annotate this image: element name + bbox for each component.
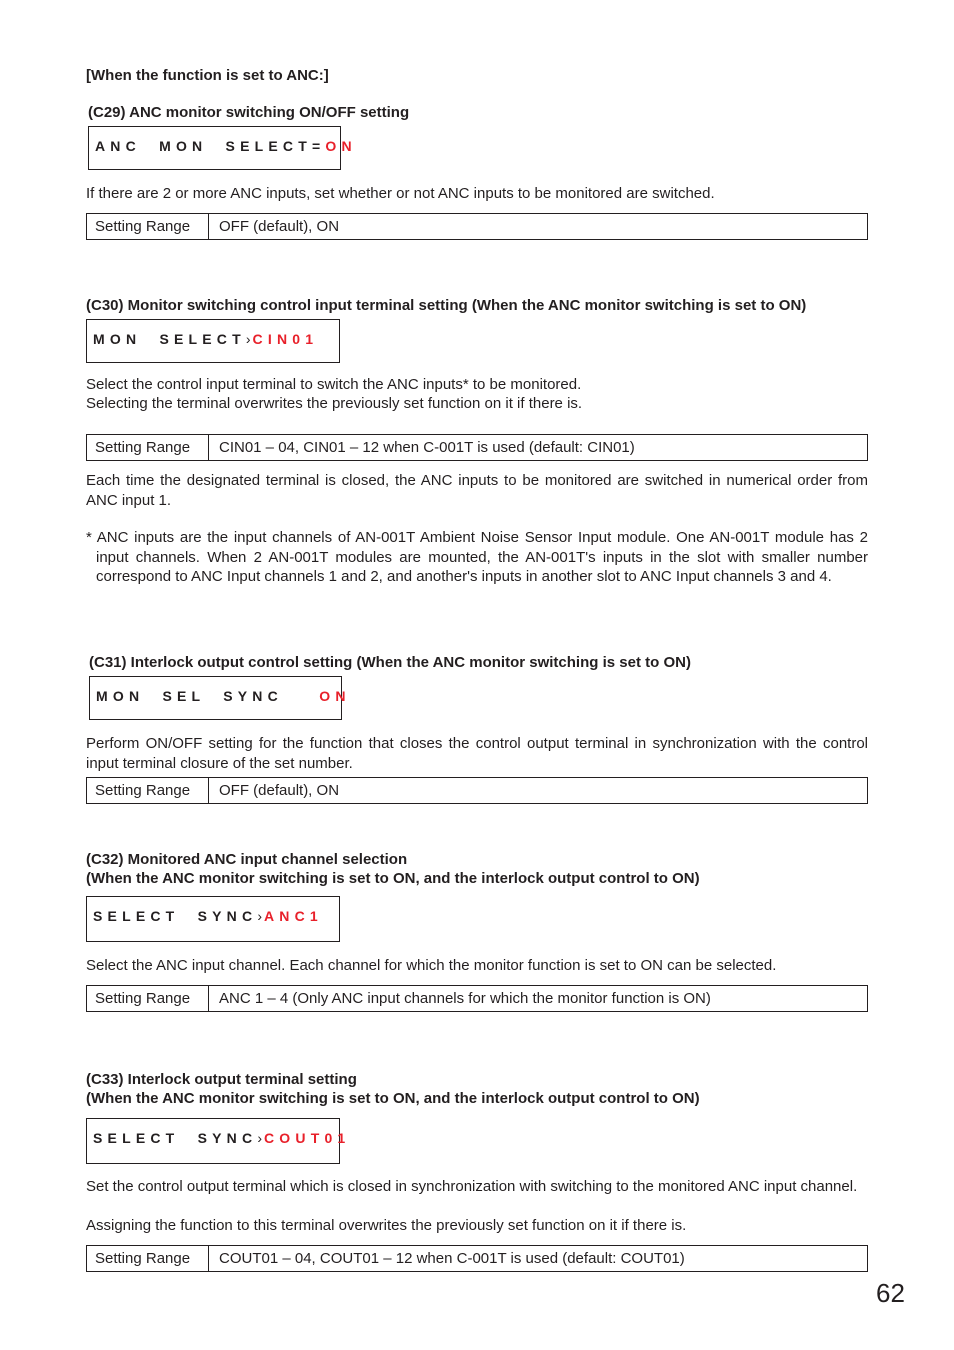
c30-footnote: * ANC inputs are the input channels of AN-001T Ambient Noise Sensor Input module. One AN-001T module has 2 input channels. When 2 AN-001T modules are mounted, the AN-001T's inputs in the slot with smaller number correspond to ANC Input channels 1 and 2, and another's inputs in another slot to ANC Input channels 3 and 4.	[86, 529, 868, 585]
c33-heading: (C33) Interlock output terminal setting	[86, 1071, 357, 1088]
c29-range-value: OFF (default), ON	[219, 218, 340, 235]
c30-lcd-value: CIN01	[252, 331, 319, 347]
c33-lcd-value: COUT01	[263, 1130, 351, 1146]
c31-lcd-prefix: MON SEL SYNC	[96, 688, 320, 704]
c33-range-label: Setting Range	[87, 1246, 209, 1271]
c29-setting-range-table	[86, 213, 868, 240]
c29-lcd-prefix: ANC MON SELECT=	[95, 138, 326, 154]
c33-description-1: Set the control output terminal which is closed in synchronization with switching to the monitored ANC input channel.	[86, 1178, 858, 1195]
c32-range-value: ANC 1 – 4 (Only ANC input channels for which the monitor function is ON)	[219, 990, 711, 1007]
c33-setting-range-table	[86, 1245, 868, 1272]
c33-subheading: (When the ANC monitor switching is set to ON, and the interlock output control to ON)	[86, 1090, 700, 1107]
c30-range-value: CIN01 – 04, CIN01 – 12 when C-001T is used (default: CIN01)	[219, 439, 635, 456]
c32-heading: (C32) Monitored ANC input channel selection	[86, 851, 408, 868]
right-arrow-icon: ›	[257, 908, 264, 924]
c30-description-2: Selecting the terminal overwrites the previously set function on it if there is.	[86, 395, 583, 412]
c31-setting-range-table	[86, 777, 868, 804]
c33-range-value: COUT01 – 04, COUT01 – 12 when C-001T is used (default: COUT01)	[219, 1250, 685, 1267]
c31-heading: (C31) Interlock output control setting (When the ANC monitor switching is set to ON)	[89, 654, 691, 671]
c33-description-2: Assigning the function to this terminal overwrites the previously set function on it if there is.	[86, 1217, 687, 1234]
c29-range-label: Setting Range	[87, 214, 209, 239]
right-arrow-icon: ›	[245, 331, 253, 347]
c29-lcd-value: ON	[325, 138, 357, 154]
c32-range-label: Setting Range	[87, 986, 209, 1011]
c33-lcd-prefix: SELECT SYNC	[93, 1130, 258, 1146]
c30-note: Each time the designated terminal is closed, the ANC inputs to be monitored are switched in numerical order from ANC input 1.	[86, 472, 868, 509]
c32-lcd-value: ANC1	[263, 908, 323, 924]
c33-lcd-display	[86, 1118, 351, 1164]
c30-range-label: Setting Range	[87, 435, 209, 460]
c32-lcd-display	[86, 896, 340, 942]
c30-heading: (C30) Monitor switching control input terminal setting (When the ANC monitor switching is set to ON)	[86, 297, 807, 314]
c32-subheading: (When the ANC monitor switching is set to ON, and the interlock output control to ON)	[86, 870, 700, 887]
page-number: 62	[876, 1278, 905, 1308]
section-title: [When the function is set to ANC:]	[86, 67, 329, 84]
c32-setting-range-table	[86, 985, 868, 1012]
c32-lcd-prefix: SELECT SYNC	[93, 908, 258, 924]
c31-range-label: Setting Range	[87, 778, 209, 803]
c31-description: Perform ON/OFF setting for the function that closes the control output terminal in synchronization with the control input terminal closure of the set number.	[86, 735, 868, 772]
c30-lcd-display	[86, 319, 340, 363]
right-arrow-icon: ›	[257, 1130, 264, 1146]
c30-setting-range-table	[86, 434, 868, 461]
c29-description: If there are 2 or more ANC inputs, set whether or not ANC inputs to be monitored are switched.	[86, 185, 715, 202]
c30-description-1: Select the control input terminal to switch the ANC inputs* to be monitored.	[86, 376, 582, 393]
c31-lcd-value: ON	[319, 688, 351, 704]
c30-lcd-prefix: MON SELECT	[93, 331, 246, 347]
c32-description: Select the ANC input channel. Each channel for which the monitor function is set to ON can be selected.	[86, 957, 777, 974]
c31-lcd-display	[89, 676, 351, 720]
c29-heading: (C29) ANC monitor switching ON/OFF setting	[88, 104, 410, 121]
c31-range-value: OFF (default), ON	[219, 782, 340, 799]
c29-lcd-display	[88, 126, 357, 170]
